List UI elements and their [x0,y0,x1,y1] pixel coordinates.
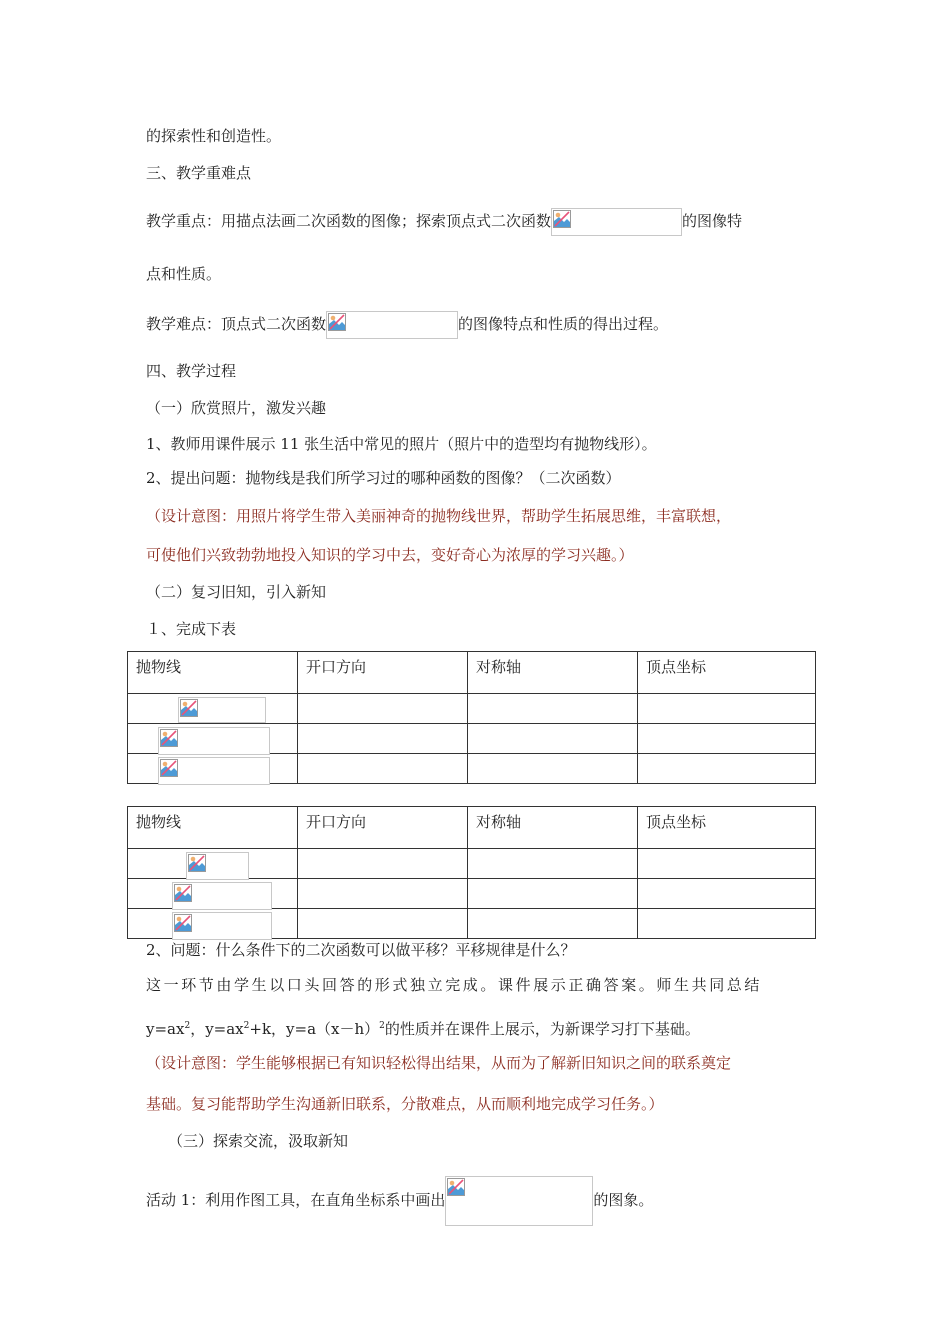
table-cell[interactable] [638,754,816,784]
superscript: 2 [379,1021,385,1031]
subsection-heading: （三）探索交流，汲取新知 [168,1132,349,1150]
subsection-heading: （一）欣赏照片，激发兴趣 [146,399,327,417]
formula-image [172,912,272,940]
table-header-cell: 对称轴 [468,807,638,849]
broken-image-icon [328,313,346,331]
key-point-line [146,208,742,236]
text-span: 的性质并在课件上展示，为新课学习打下基础。 [384,1020,700,1038]
table-cell [128,879,298,909]
table-row [128,879,816,909]
table-header-cell: 顶点坐标 [638,807,816,849]
table-header-cell: 抛物线 [128,652,298,694]
review-table-1 [127,651,816,784]
text-span: 的图像特点和性质的得出过程。 [458,315,669,333]
text-span: 活动 1：利用作图工具，在直角坐标系中画出 [146,1191,446,1209]
formula-image [445,1176,593,1226]
broken-image-icon [174,884,192,902]
review-table-2 [127,806,816,939]
table-row [128,694,816,724]
table-cell[interactable] [638,694,816,724]
formula-image [158,757,270,785]
formula-image [326,311,458,339]
table-cell [128,754,298,784]
formula-text: y=ax [146,1020,185,1038]
design-intent-line: （设计意图：用照片将学生带入美丽神奇的抛物线世界，帮助学生拓展思维，丰富联想， [146,507,732,525]
broken-image-icon [447,1178,465,1196]
superscript: 2 [243,1021,250,1031]
design-intent-line: 可使他们兴致勃勃地投入知识的学习中去，变好奇心为浓厚的学习兴趣。） [146,546,634,564]
question-line: 2、问题：什么条件下的二次函数可以做平移？平移规律是什么？ [146,941,576,959]
table-cell[interactable] [638,724,816,754]
table-row [128,849,816,879]
text-span: 的图像特 [682,212,743,230]
text-line: 2、提出问题：抛物线是我们所学习过的哪种函数的图像？（二次函数） [146,469,621,487]
design-intent-line: 基础。复习能帮助学生沟通新旧联系，分散难点，从而顺利地完成学习任务。） [146,1095,664,1113]
broken-image-icon [180,699,198,717]
activity-line [146,1176,653,1226]
text-line: 1、教师用课件展示 11 张生活中常见的照片（照片中的造型均有抛物线形）。 [146,435,657,453]
table-header-cell: 开口方向 [298,807,468,849]
design-intent-line: （设计意图：学生能够根据已有知识轻松得出结果，从而为了解新旧知识之间的联系奠定 [146,1054,732,1072]
broken-image-icon [188,854,206,872]
table-row [128,909,816,939]
table-cell [128,694,298,724]
section-heading: 三、教学重难点 [146,164,252,182]
difficulty-line [146,311,668,339]
broken-image-icon [553,210,571,228]
formula-image [186,852,249,880]
table-cell[interactable] [468,724,638,754]
table-header-cell: 顶点坐标 [638,652,816,694]
table-header-cell: 对称轴 [468,652,638,694]
table-cell[interactable] [298,754,468,784]
table-cell[interactable] [638,879,816,909]
text-line: 点和性质。 [146,265,222,283]
table-row [128,724,816,754]
table-cell[interactable] [468,694,638,724]
table-header-row [128,807,816,849]
broken-image-icon [174,914,192,932]
text-line: 这一环节由学生以口头回答的形式独立完成。课件展示正确答案。师生共同总结 [146,976,763,994]
formula-text: ，y=ax [190,1020,244,1038]
formula-text-line [146,1016,700,1039]
table-cell [128,849,298,879]
formula-image [158,727,270,755]
table-cell[interactable] [298,879,468,909]
table-row [128,754,816,784]
table-cell[interactable] [298,694,468,724]
table-header-row [128,652,816,694]
broken-image-icon [160,759,178,777]
table-cell [128,909,298,939]
table-cell[interactable] [298,849,468,879]
section-heading: 四、教学过程 [146,362,237,380]
superscript: 2 [184,1021,191,1031]
table-cell[interactable] [468,909,638,939]
formula-image [178,697,266,723]
broken-image-icon [160,729,178,747]
table-header-cell: 开口方向 [298,652,468,694]
formula-image [551,208,682,236]
table-cell[interactable] [468,879,638,909]
table-cell[interactable] [468,849,638,879]
text-line: 的探索性和创造性。 [146,127,282,145]
text-span: 的图象。 [593,1191,654,1209]
text-span: 教学难点：顶点式二次函数 [146,315,327,333]
text-span: 教学重点：用描点法画二次函数的图像；探索顶点式二次函数 [146,212,552,230]
table-header-cell: 抛物线 [128,807,298,849]
formula-text: +k，y=a（x－h） [249,1020,380,1038]
subsection-heading: （二）复习旧知，引入新知 [146,583,327,601]
table-cell[interactable] [638,909,816,939]
table-cell[interactable] [298,724,468,754]
table-cell[interactable] [638,849,816,879]
table-cell [128,724,298,754]
table-cell[interactable] [298,909,468,939]
table-cell[interactable] [468,754,638,784]
text-line: １、完成下表 [146,620,237,638]
formula-image [172,882,272,910]
